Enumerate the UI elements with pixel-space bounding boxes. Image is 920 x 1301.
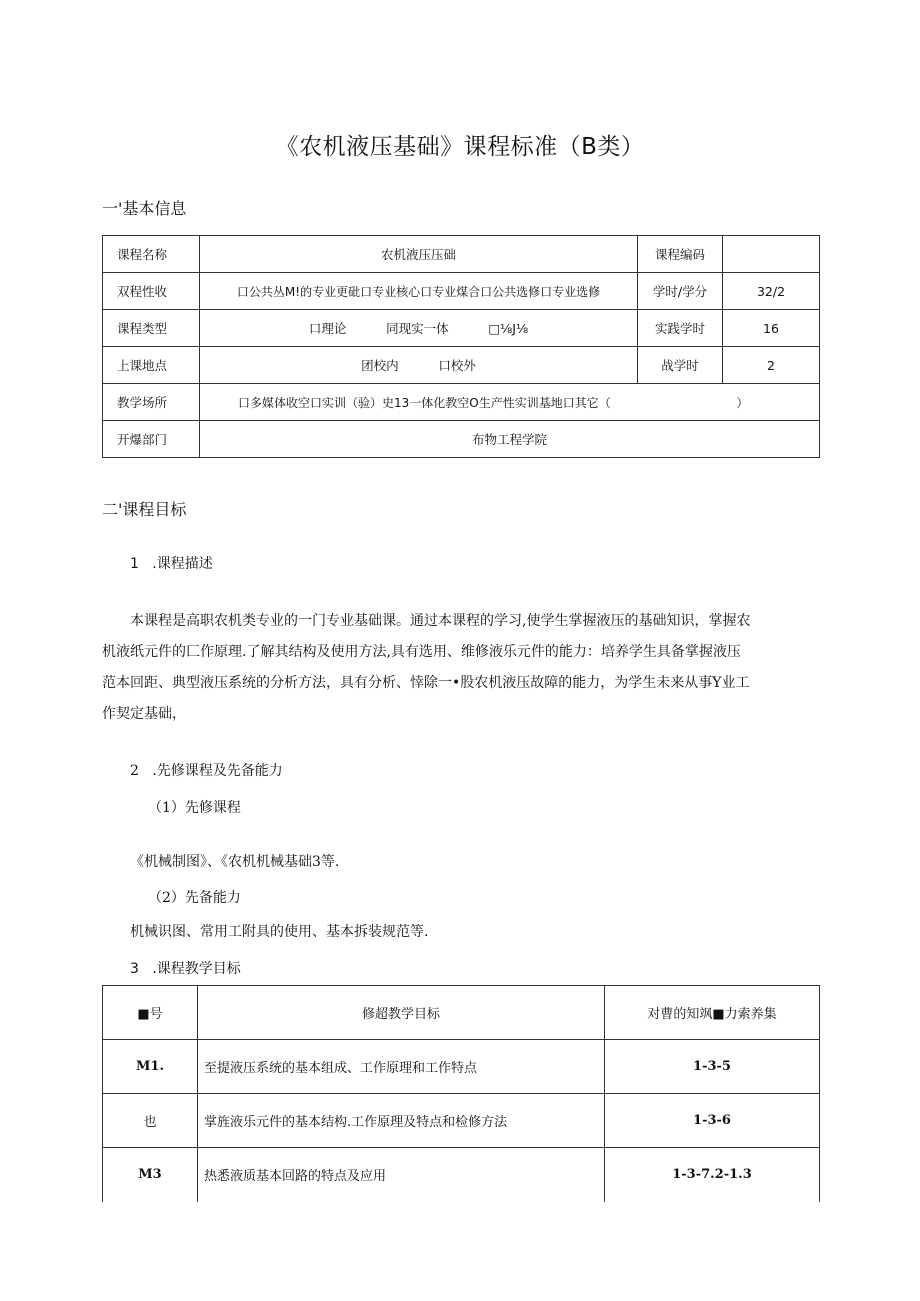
prerequisite-courses-text: 《机械制图》、《农机机械基础3等. [130, 854, 340, 870]
table-row [103, 236, 820, 273]
goal-id: M1. [103, 1040, 198, 1094]
teaching-goals-table [102, 985, 820, 1202]
goal-id: 也 [103, 1094, 198, 1148]
subheading-prerequisite-abilities: （2）先备能力 [148, 890, 241, 906]
info-value: 2 [723, 347, 820, 384]
subheading-prerequisites: 2 .先修课程及先备能力 [130, 763, 283, 779]
goal-mapping: 1-3-6 [605, 1094, 820, 1148]
paragraph-line: 机液纸元件的匚作原理.了解其结构及使用方法,具有选用、维修液乐元件的能力：培养学生具备掌握液压 [102, 644, 741, 660]
subheading-prerequisite-courses: （1）先修课程 [148, 800, 241, 816]
info-label: 实践学时 [638, 310, 723, 347]
table-row [103, 347, 820, 384]
info-label: 开爆部门 [103, 421, 200, 458]
table-header-row [103, 986, 820, 1040]
goal-id: M3 [103, 1148, 198, 1202]
basic-info-table [102, 235, 820, 458]
info-value [200, 384, 820, 421]
info-label: 教学场所 [103, 384, 200, 421]
table-row [103, 273, 820, 310]
paragraph-line: 作契定基础， [102, 706, 186, 722]
goal-text: 热悉液质基本回路的特点及应用 [198, 1148, 605, 1202]
venue-close: ） [736, 395, 749, 410]
table-row [103, 1148, 820, 1202]
column-header-goal: 修超教学目标 [198, 986, 605, 1040]
info-value: 口理论 同现实一体 □⅛J⅛ [200, 310, 638, 347]
info-value: 布物工程学院 [200, 421, 820, 458]
subheading-teaching-goals: 3 .课程教学目标 [130, 961, 241, 977]
info-label: 学时/学分 [638, 273, 723, 310]
course-description-paragraph [102, 606, 822, 730]
info-value: 口公共丛M!的专业更砒口专业核心口专业煤合口公共选修口专业选修 [200, 273, 638, 310]
document-title: 《农机液压基础》课程标准（B类） [275, 134, 645, 160]
info-label: 课程编码 [638, 236, 723, 273]
goal-text: 至提液压系统的基本组成、工作原理和工作特点 [198, 1040, 605, 1094]
section-heading-course-goals: 二'课程目标 [102, 500, 187, 519]
info-value: 团校内 口校外 [200, 347, 638, 384]
info-label: 双程性收 [103, 273, 200, 310]
goal-mapping: 1-3-7.2-1.3 [605, 1148, 820, 1202]
info-value: 16 [723, 310, 820, 347]
table-row [103, 310, 820, 347]
table-row [103, 384, 820, 421]
venue-options: 口多媒体收空口实训（验）史13一体化教空O生产性实训基地口其它（ [238, 395, 611, 410]
info-value [723, 236, 820, 273]
info-label: 课程名称 [103, 236, 200, 273]
info-label: 战学时 [638, 347, 723, 384]
subheading-course-description: 1 .课程描述 [130, 556, 213, 572]
column-header-mapping: 对曹的知飒■力索养集 [605, 986, 820, 1040]
section-heading-basic-info: 一'基本信息 [102, 199, 187, 218]
table-row [103, 1094, 820, 1148]
info-label: 上课地点 [103, 347, 200, 384]
info-value: 32/2 [723, 273, 820, 310]
table-row [103, 421, 820, 458]
goal-text: 掌旌液乐元件的基本结构.工作原理及特点和检修方法 [198, 1094, 605, 1148]
info-label: 课程类型 [103, 310, 200, 347]
column-header-number: ■号 [103, 986, 198, 1040]
paragraph-line: 范本回距、典型液压系统的分析方法，具有分析、悻除一•股农机液压故障的能力，为学生未来从事Y业工 [102, 675, 750, 691]
prerequisite-abilities-text: 机械识图、常用工附具的使用、基本拆装规范等. [130, 924, 429, 940]
paragraph-line: 本课程是高职农机类专业的一门专业基础课。通过本课程的学习,使学生掌握液压的基础知识，掌握农 [130, 613, 751, 629]
table-row [103, 1040, 820, 1094]
goal-mapping: 1-3-5 [605, 1040, 820, 1094]
info-value: 农机液压压础 [200, 236, 638, 273]
